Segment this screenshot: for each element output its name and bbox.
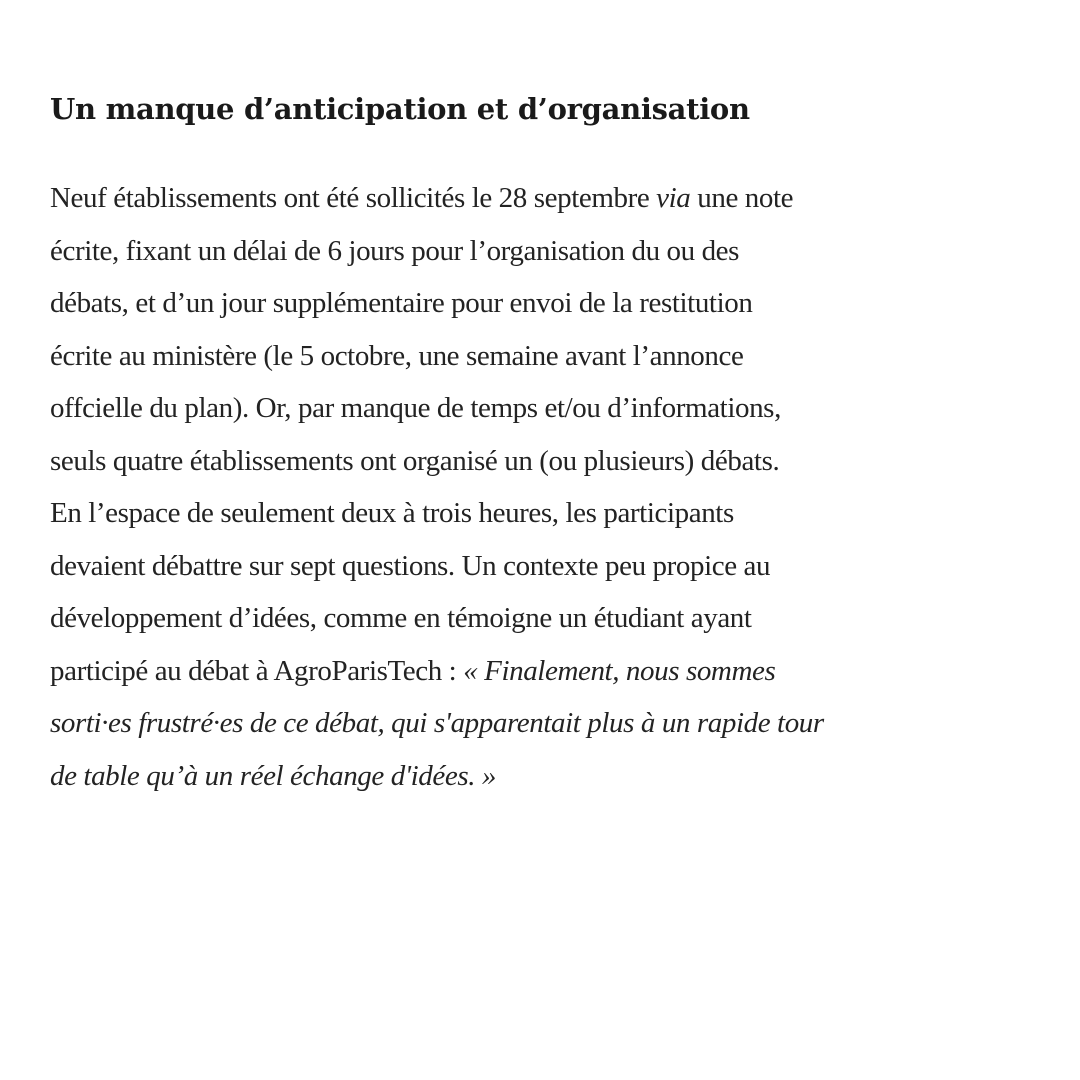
paragraph-line — [50, 750, 1040, 803]
paragraph-line: écrite au ministère (le 5 octobre, une semaine avant l’annonce — [50, 339, 744, 372]
paragraph-line — [50, 172, 1040, 225]
paragraph-line: offcielle du plan). Or, par manque de temps et/ou d’informations, — [50, 392, 781, 424]
italic-text: via — [656, 182, 691, 214]
section-heading: Un manque d’anticipation et d’organisation — [50, 92, 750, 126]
paragraph-line — [50, 645, 1040, 698]
quote-text: de table qu’à un réel échange d'idées. » — [50, 759, 497, 792]
paragraph-line — [50, 697, 1040, 750]
paragraph-line: débats, et d’un jour supplémentaire pour envoi de la restitution — [50, 287, 753, 319]
paragraph-line: écrite, fixant un délai de 6 jours pour l’organisation du ou des — [50, 234, 740, 267]
paragraph-line: En l’espace de seulement deux à trois heures, les participants — [50, 497, 734, 529]
text-run: Neuf établissements ont été sollicités le 28 septembre — [50, 182, 657, 214]
article — [50, 82, 1040, 802]
paragraph-line: devaient débattre sur sept questions. Un contexte peu propice au — [50, 549, 771, 582]
text-run: une note — [690, 182, 794, 214]
paragraph-line: développement d’idées, comme en témoigne un étudiant ayant — [50, 602, 752, 634]
body-paragraph — [50, 172, 1040, 802]
text-run: participé au débat à AgroParisTech : — [50, 654, 464, 687]
paragraph-line: seuls quatre établissements ont organisé un (ou plusieurs) débats. — [50, 444, 780, 477]
quote-text: sorti·es frustré·es de ce débat, qui s'apparentait plus à un rapide tour — [50, 707, 824, 739]
quote-text: « Finalement, nous sommes — [463, 654, 776, 687]
